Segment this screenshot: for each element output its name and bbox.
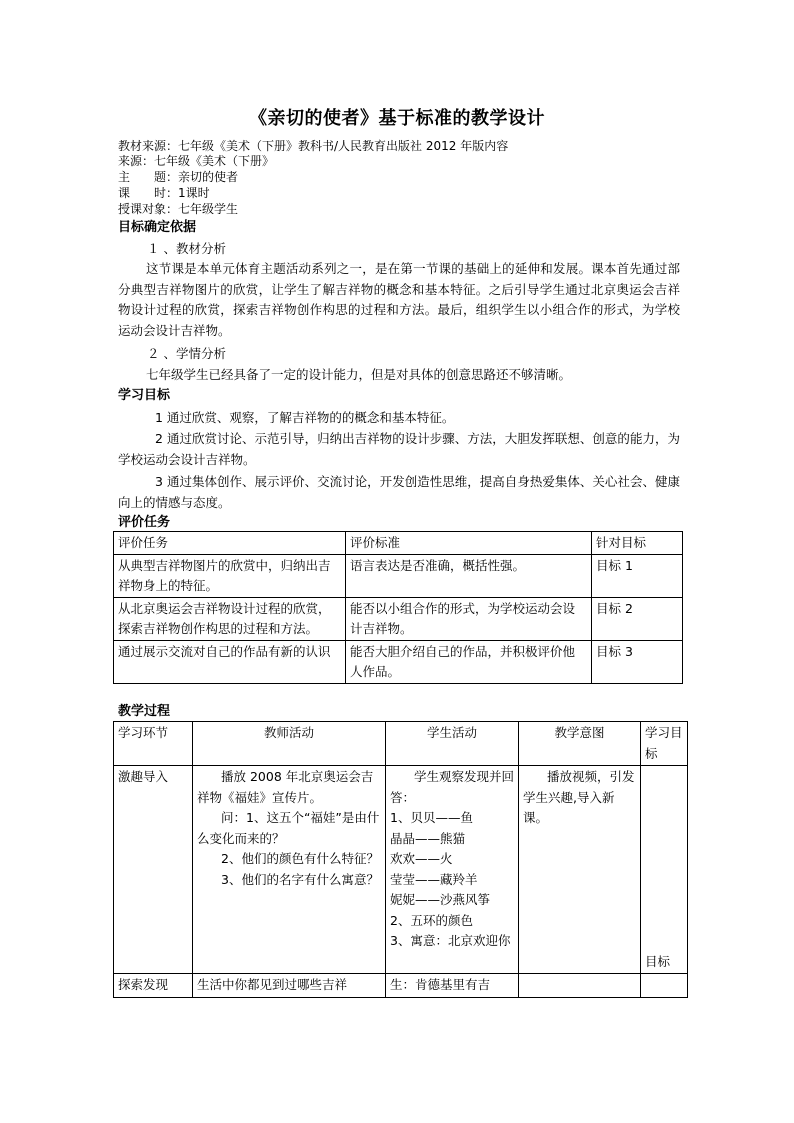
goal-cell: 目标 xyxy=(641,766,688,974)
material-analysis-heading: １ 、教材分析 xyxy=(147,241,226,256)
student-line: 2、五环的颜色 xyxy=(390,912,473,928)
student-line: 1、贝贝——鱼 xyxy=(390,810,473,825)
teacher-line: 3、他们的名字有什么寓意？ xyxy=(221,871,379,887)
material-analysis-text: 这节课是本单元体育主题活动系列之一，是在第一节课的基础上的延伸和发展。课本首先通过部分典型吉祥物图片的欣赏，让学生了解吉祥物的概念和基本特征。之后引导学生通过北京奥运会吉祥物设计过程的欣赏，探索吉祥物创作构思的过程和方法。最后，组织学生以小组合作的形式，为学校运动会设计吉祥物。 xyxy=(118,261,680,338)
stage-cell: 探索发现 xyxy=(114,974,193,998)
process-heading: 教学过程 xyxy=(118,704,171,719)
table-header-row xyxy=(114,722,688,766)
table-header-row xyxy=(114,532,683,555)
table-header-cell: 评价任务 xyxy=(114,532,346,555)
table-header-cell: 学习环节 xyxy=(114,722,193,766)
student-analysis-heading: ２ 、学情分析 xyxy=(147,346,226,361)
hours-line: 课 时：1课时 xyxy=(118,186,210,200)
table-cell: 能否大胆介绍自己的作品，并积极评价他人作品。 xyxy=(346,641,592,684)
source-line: 来源：七年级《美术（下册》 xyxy=(118,154,275,168)
student-line: 妮妮——沙燕风筝 xyxy=(390,892,491,907)
table-header-cell: 学习目标 xyxy=(641,722,688,766)
student-activity-cell: 生：肯德基里有吉 xyxy=(386,974,519,998)
table-cell: 目标 2 xyxy=(592,598,683,641)
table-cell: 通过展示交流对自己的作品有新的认识 xyxy=(114,641,346,684)
table-cell: 目标 1 xyxy=(592,555,683,598)
table-row xyxy=(114,766,688,974)
student-line: 3、寓意：北京欢迎你 xyxy=(390,933,511,948)
table-cell: 从北京奥运会吉祥物设计过程的欣赏，探索吉祥物创作构思的过程和方法。 xyxy=(114,598,346,641)
table-header-cell: 教学意图 xyxy=(519,722,641,766)
process-table xyxy=(113,721,688,998)
objectives-heading: 学习目标 xyxy=(118,388,171,403)
topic-line: 主 题：亲切的使者 xyxy=(118,170,239,184)
table-row xyxy=(114,555,683,598)
table-header-cell: 评价标准 xyxy=(346,532,592,555)
objective-2: 2 通过欣赏讨论、示范引导，归纳出吉祥物的设计步骤、方法，大胆发挥联想、创意的能力，为学校运动会设计吉祥物。 xyxy=(118,431,680,467)
teacher-line: 问：1、这五个“福娃”是由什么变化而来的？ xyxy=(197,810,380,846)
student-line: 欢欢——火 xyxy=(390,851,453,866)
student-line: 莹莹——藏羚羊 xyxy=(390,871,478,887)
source-material-line: 教材来源：七年级《美术（下册》教科书/人民教育出版社 2012 年版内容 xyxy=(118,139,509,153)
evaluation-table xyxy=(113,531,683,684)
intent-cell xyxy=(519,974,641,998)
teacher-line: 2、他们的颜色有什么特征？ xyxy=(221,851,379,866)
table-row xyxy=(114,598,683,641)
student-line: 晶晶——熊猫 xyxy=(390,830,466,846)
audience-line: 授课对象：七年级学生 xyxy=(118,202,239,216)
basis-heading: 目标确定依据 xyxy=(118,220,197,235)
table-cell: 目标 3 xyxy=(592,641,683,684)
teacher-activity-cell: 生活中你都见到过哪些吉祥 xyxy=(193,974,386,998)
teacher-line: 播放 2008 年北京奥运会吉祥物《福娃》宣传片。 xyxy=(197,769,374,805)
document-title: 《亲切的使者》基于标准的教学设计 xyxy=(249,108,545,129)
table-cell: 语言表达是否准确，概括性强。 xyxy=(346,555,592,598)
teacher-activity-cell xyxy=(193,766,386,974)
table-row xyxy=(114,974,688,998)
student-analysis-text: 七年级学生已经具备了一定的设计能力，但是对具体的创意思路还不够清晰。 xyxy=(146,367,572,382)
table-cell: 能否以小组合作的形式，为学校运动会设计吉祥物。 xyxy=(346,598,592,641)
student-activity-cell xyxy=(386,766,519,974)
student-line: 学生观察发现并回答： xyxy=(390,769,515,805)
intent-cell: 播放视频，引发学生兴趣,导入新课。 xyxy=(519,766,641,974)
table-header-cell: 教师活动 xyxy=(193,722,386,766)
objective-3: 3 通过集体创作、展示评价、交流讨论，开发创造性思维，提高自身热爱集体、关心社会、健康向上的情感与态度。 xyxy=(118,474,680,510)
stage-cell: 激趣导入 xyxy=(114,766,193,974)
evaluation-heading: 评价任务 xyxy=(118,515,171,530)
table-header-cell: 学生活动 xyxy=(386,722,519,766)
goal-cell xyxy=(641,974,688,998)
objective-1: 1 通过欣赏、观察，了解吉祥物的的概念和基本特征。 xyxy=(155,410,455,425)
table-cell: 从典型吉祥物图片的欣赏中，归纳出吉祥物身上的特征。 xyxy=(114,555,346,598)
table-row xyxy=(114,641,683,684)
table-header-cell: 针对目标 xyxy=(592,532,683,555)
